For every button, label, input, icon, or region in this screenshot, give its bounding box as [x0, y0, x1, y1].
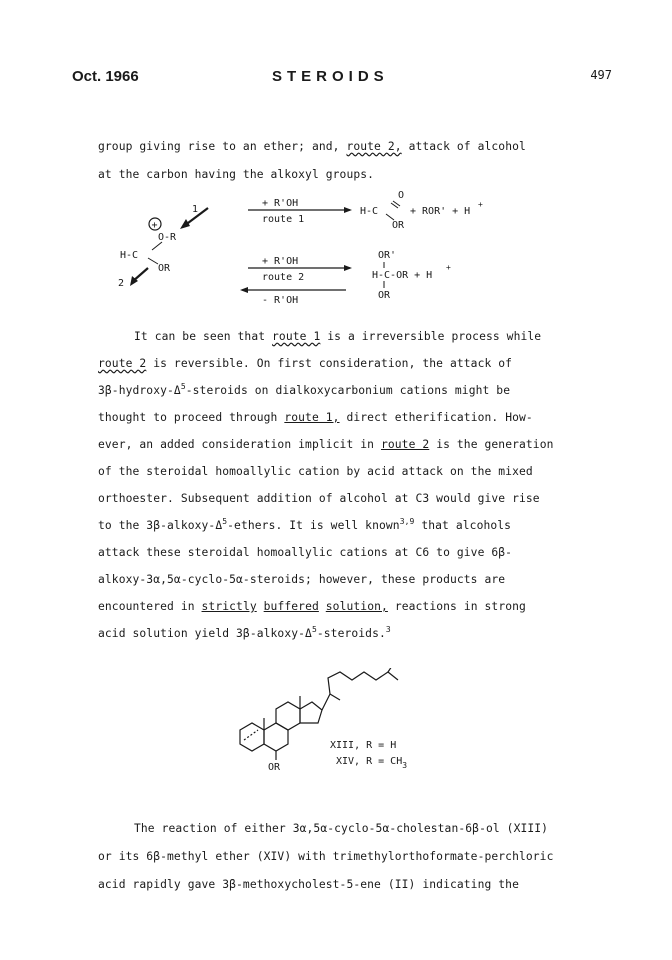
- ring-c: [276, 702, 300, 730]
- arrowhead: [344, 207, 352, 213]
- para2-line2: [98, 357, 512, 370]
- text-run: is reversible. On first consideration, the attack of: [153, 357, 513, 370]
- underlined-word: buffered: [263, 600, 319, 613]
- route2-reverse-label: - R'OH: [262, 295, 299, 306]
- arrowhead: [344, 265, 352, 271]
- route-2-emphasis: route 2: [98, 357, 147, 370]
- reaction-scheme: [100, 186, 520, 310]
- citation-superscript: 3,9: [399, 517, 415, 526]
- text-run: thought to proceed through: [98, 411, 278, 424]
- header-date: Oct. 1966: [72, 68, 139, 85]
- para2-line4: [98, 411, 533, 424]
- scheme-label-1: 1: [192, 204, 199, 215]
- para2-line7: orthoester. Subsequent addition of alcohol at C3 would give rise: [98, 492, 540, 505]
- route-1-emphasis: route 1,: [284, 411, 340, 424]
- product2-main: H-C-OR + H: [372, 270, 433, 281]
- arrowhead: [240, 287, 248, 293]
- para3-line2: or its 6β-methyl ether (XIV) with trimethylorthoformate-perchloric: [98, 850, 554, 863]
- bond: [148, 258, 158, 264]
- product1-oxygen: O: [398, 190, 405, 201]
- header-page-number: 497: [590, 68, 612, 82]
- side-chain-branch: [388, 668, 392, 672]
- route1-label: route 1: [262, 214, 305, 225]
- text-run: encountered in: [98, 600, 195, 613]
- structure-or-label: OR: [268, 762, 281, 773]
- cyclopropane-bond: [244, 730, 258, 740]
- side-chain-methyl: [330, 694, 340, 700]
- compound-xiv-label: [336, 756, 407, 770]
- text-run: -steroids.: [316, 627, 386, 640]
- para1-line2: at the carbon having the alkoxyl groups.: [98, 168, 375, 181]
- header-journal-title: STEROIDS: [272, 68, 389, 85]
- product1-byproducts: + ROR' + H: [410, 206, 471, 217]
- text-run: that alcohols: [414, 519, 512, 532]
- subscript: 3: [402, 761, 408, 770]
- text-run: 3β-hydroxy-Δ: [98, 384, 181, 397]
- para2-line5: [98, 438, 554, 451]
- route-2-emphasis: route 2: [380, 438, 430, 451]
- product1-or: OR: [392, 220, 405, 231]
- text-run: reactions in strong: [394, 600, 526, 613]
- steroid-structure: [222, 668, 432, 778]
- product2-top-or: OR': [378, 250, 397, 261]
- para2-line12: [98, 627, 391, 640]
- citation-superscript: 3: [385, 625, 391, 634]
- xiv-text: XIV, R = CH: [336, 756, 403, 767]
- text-run: is a irreversible process while: [327, 330, 542, 343]
- arrowhead: [180, 219, 190, 229]
- para2-line6: of the steroidal homoallylic cation by acid attack on the mixed: [98, 465, 533, 478]
- route2-reagent: + R'OH: [262, 256, 299, 267]
- compound-xiii-label: XIII, R = H: [330, 740, 397, 751]
- text-run: -steroids on dialkoxycarbonium cations might be: [185, 384, 511, 397]
- product1-hc: H-C: [360, 206, 379, 217]
- ring-d: [300, 702, 322, 723]
- side-chain: [322, 672, 398, 710]
- product1-proton-charge: +: [478, 200, 483, 209]
- text-run: acid solution yield 3β-alkoxy-Δ: [98, 627, 312, 640]
- cation-plus-sign: +: [151, 220, 158, 231]
- product2-proton-charge: +: [446, 263, 451, 272]
- superscript: 5: [222, 517, 228, 526]
- text-run: It can be seen that: [134, 330, 266, 343]
- page-header: [72, 68, 612, 88]
- para2-line9: attack these steroidal homoallylic cations at C6 to give 6β-: [98, 546, 513, 559]
- para1-line1: [98, 140, 526, 153]
- product2-bottom-or: OR: [378, 290, 391, 301]
- text-run: group giving rise to an ether; and,: [98, 140, 340, 153]
- superscript: 5: [180, 382, 186, 391]
- para2-line8: [98, 519, 511, 532]
- scheme-label-2: 2: [118, 278, 125, 289]
- para2-line1: [134, 330, 541, 343]
- scheme-o-r: O-R: [158, 232, 177, 243]
- para2-line10: alkoxy-3α,5α-cyclo-5α-steroids; however, these products are: [98, 573, 506, 586]
- route1-reagent: + R'OH: [262, 198, 299, 209]
- text-run: attack of alcohol: [408, 140, 526, 153]
- underlined-word: strictly: [201, 600, 257, 613]
- route-1-emphasis: route 1: [272, 330, 321, 343]
- text-run: -ethers. It is well known: [227, 519, 400, 532]
- route-2-emphasis: route 2,: [346, 140, 402, 153]
- para3-line3: acid rapidly gave 3β-methoxycholest-5-ene (II) indicating the: [98, 878, 519, 891]
- superscript: 5: [311, 625, 317, 634]
- text-run: ever, an added consideration implicit in: [98, 438, 375, 451]
- bond: [152, 242, 162, 250]
- text-run: to the 3β-alkoxy-Δ: [98, 519, 223, 532]
- ring-a: [240, 723, 264, 751]
- underlined-word: solution,: [325, 600, 388, 613]
- para3-line1: The reaction of either 3α,5α-cyclo-5α-cholestan-6β-ol (XIII): [134, 822, 549, 835]
- route2-label: route 2: [262, 272, 305, 283]
- para2-line11: [98, 600, 526, 613]
- scheme-h-c: H-C: [120, 250, 139, 261]
- scheme-or-left: OR: [158, 263, 171, 274]
- para2-line3: [98, 384, 510, 397]
- ring-b: [264, 723, 288, 751]
- text-run: direct etherification. How-: [346, 411, 533, 424]
- text-run: is the generation: [436, 438, 554, 451]
